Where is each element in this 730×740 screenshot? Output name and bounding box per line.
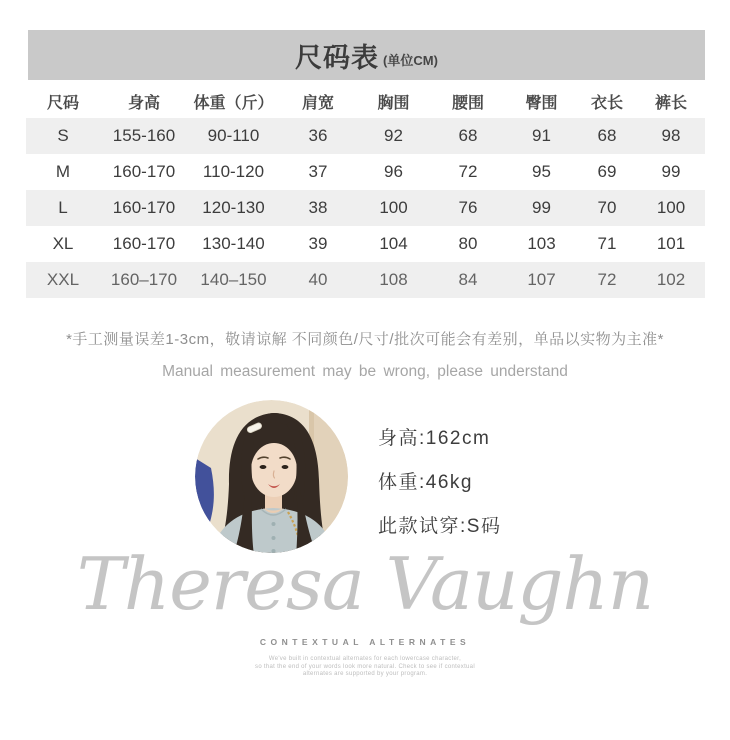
table-cell: 96 bbox=[384, 162, 403, 181]
table-cell: 99 bbox=[506, 190, 577, 226]
table-cell: 84 bbox=[430, 262, 506, 298]
model-stats bbox=[378, 423, 501, 538]
table-row-l bbox=[26, 190, 705, 226]
table-cell: 99 bbox=[661, 162, 681, 181]
table-row-xl bbox=[26, 226, 705, 262]
table-cell: 160–170 bbox=[100, 262, 188, 298]
column-header: 身高 bbox=[100, 85, 188, 118]
table-cell: 95 bbox=[532, 162, 551, 181]
measurement-note-english: Manual measurement may be wrong, please understand bbox=[162, 363, 568, 380]
column-header: 臀围 bbox=[506, 85, 577, 118]
table-cell: 80 bbox=[458, 234, 478, 253]
table-cell: 39 bbox=[308, 234, 328, 253]
table-cell: 68 bbox=[577, 118, 637, 154]
column-header: 衣长 bbox=[577, 85, 637, 118]
table-cell: 71 bbox=[597, 234, 617, 253]
table-cell: XXL bbox=[26, 262, 100, 298]
table-cell: 37 bbox=[308, 162, 328, 181]
table-cell: 120-130 bbox=[188, 190, 279, 226]
table-cell: 40 bbox=[279, 262, 357, 298]
table-cell: 72 bbox=[458, 162, 478, 181]
page-title: 尺码表 bbox=[295, 42, 380, 73]
table-cell: M bbox=[55, 162, 71, 181]
table-cell: 98 bbox=[637, 118, 705, 154]
table-cell: 160-170 bbox=[112, 234, 176, 253]
column-header: 体重（斤） bbox=[188, 85, 279, 118]
unit-label: (单位CM) bbox=[383, 52, 438, 68]
table-cell: 160-170 bbox=[100, 190, 188, 226]
model-size-worn: 此款试穿:S码 bbox=[378, 516, 502, 537]
table-cell: 91 bbox=[506, 118, 577, 154]
measurement-note-chinese: *手工测量误差1-3cm，敬请谅解 不同颜色/尺寸/批次可能会有差别，单品以实物为主准* bbox=[66, 331, 664, 348]
table-cell: 69 bbox=[597, 162, 617, 181]
table-cell: L bbox=[26, 190, 100, 226]
table-cell: 108 bbox=[357, 262, 430, 298]
table-cell: S bbox=[26, 118, 100, 154]
table-cell: 68 bbox=[430, 118, 506, 154]
table-row-s bbox=[26, 118, 705, 154]
model-height: 身高:162cm bbox=[378, 428, 491, 449]
table-cell: 130-140 bbox=[202, 234, 265, 253]
table-cell: 36 bbox=[279, 118, 357, 154]
table-row-xxl bbox=[26, 262, 705, 298]
table-cell: 72 bbox=[577, 262, 637, 298]
column-header: 腰围 bbox=[430, 85, 506, 118]
model-photo bbox=[195, 400, 348, 553]
column-header: 裤长 bbox=[637, 85, 705, 118]
watermark-brand-script: Theresa Vaughn bbox=[76, 542, 654, 626]
size-table bbox=[26, 85, 705, 298]
table-cell: 110-120 bbox=[202, 162, 265, 181]
table-cell: 160-170 bbox=[112, 162, 176, 181]
title-bar bbox=[28, 30, 705, 80]
table-cell: 103 bbox=[527, 234, 556, 253]
model-weight: 体重:46kg bbox=[378, 472, 473, 493]
fineprint-line: alternates are supported by your program. bbox=[302, 671, 428, 677]
table-cell: 38 bbox=[279, 190, 357, 226]
column-header: 肩宽 bbox=[279, 85, 357, 118]
table-cell: 76 bbox=[430, 190, 506, 226]
column-header: 胸围 bbox=[357, 85, 430, 118]
table-cell: 90-110 bbox=[188, 118, 279, 154]
column-header: 尺码 bbox=[26, 85, 100, 118]
fineprint-line: so that the end of your words look more natural. Check to see if contextual bbox=[255, 663, 475, 670]
table-header-row bbox=[26, 85, 705, 118]
table-cell: 104 bbox=[379, 234, 408, 253]
table-cell: 100 bbox=[637, 190, 705, 226]
table-cell: 101 bbox=[656, 234, 686, 253]
model-portrait-illustration bbox=[195, 400, 348, 553]
table-cell: 92 bbox=[357, 118, 430, 154]
table-cell: 107 bbox=[506, 262, 577, 298]
watermark-subtitle: CONTEXTUAL ALTERNATES bbox=[259, 637, 471, 647]
table-cell: 155-160 bbox=[100, 118, 188, 154]
table-cell: XL bbox=[52, 234, 74, 253]
table-row-m bbox=[26, 154, 705, 190]
table-cell: 140–150 bbox=[188, 262, 279, 298]
table-cell: 102 bbox=[637, 262, 705, 298]
table-cell: 100 bbox=[357, 190, 430, 226]
watermark-fineprint bbox=[0, 656, 730, 679]
table-cell: 70 bbox=[577, 190, 637, 226]
fineprint-line: We've built in contextual alternates for each lowercase character, bbox=[268, 656, 462, 662]
